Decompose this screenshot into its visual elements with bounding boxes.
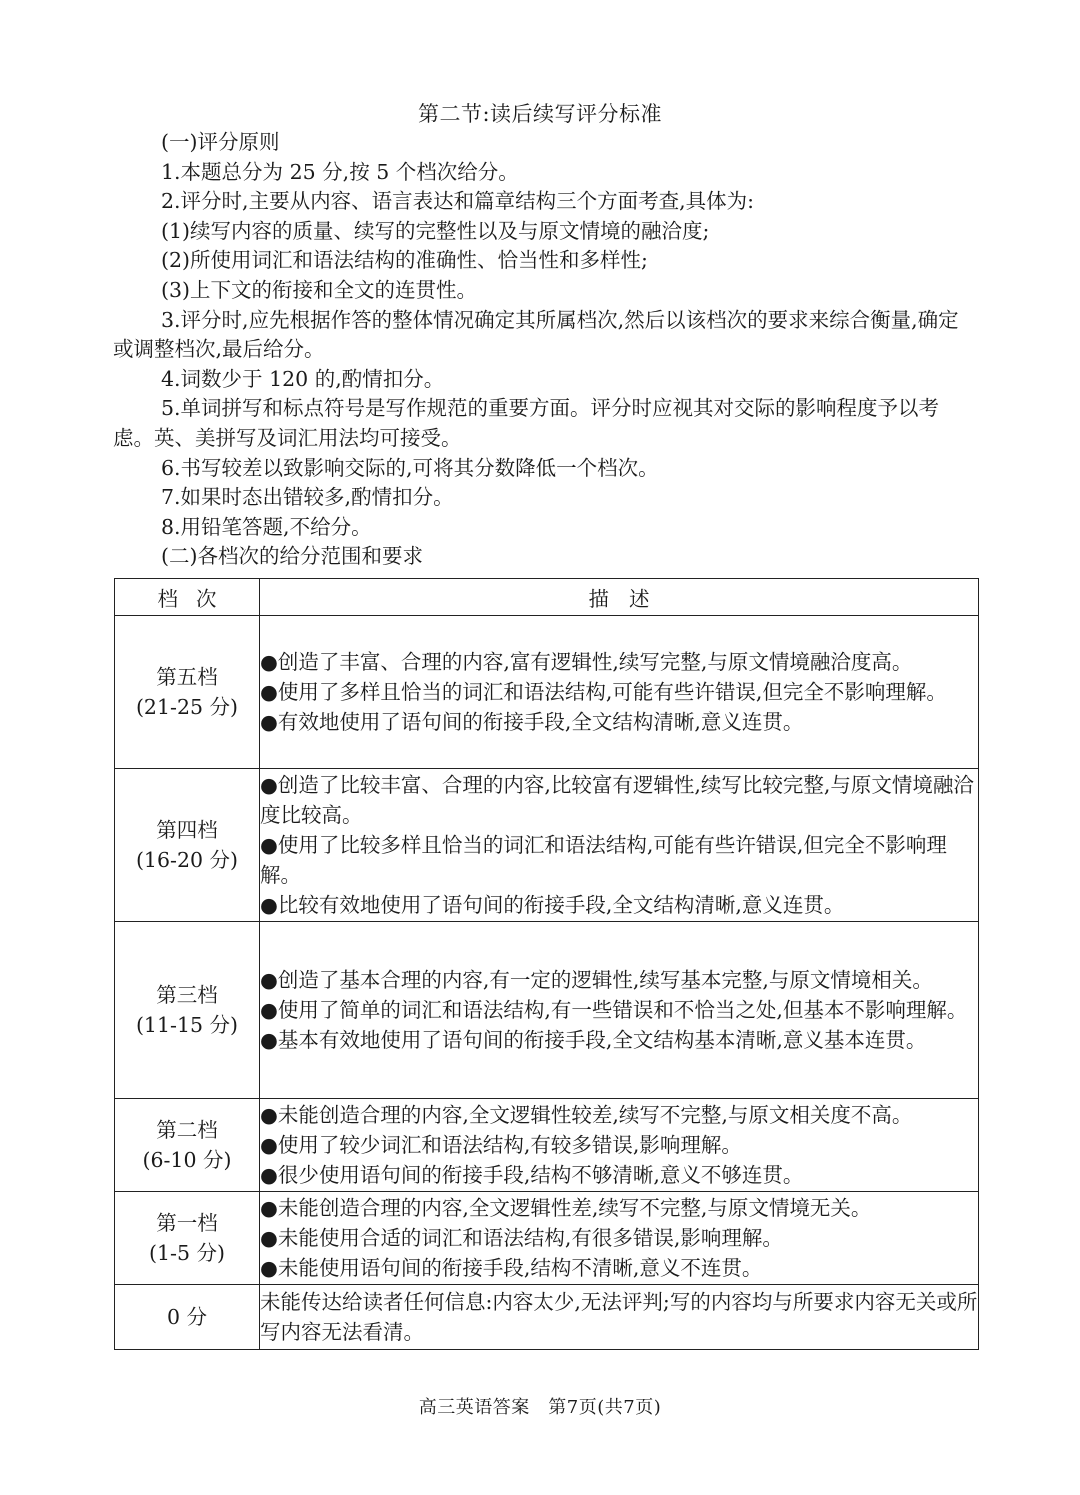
grade-name: 第四档 [156,818,218,842]
grade-cell [115,922,260,1099]
table-row [115,1192,979,1285]
table-row [115,1285,979,1350]
principle-item: 5.单词拼写和标点符号是写作规范的重要方面。评分时应视其对交际的影响程度予以考虑。英、美拼写及词汇用法均可接受。 [113,396,940,450]
table-row [115,769,979,922]
principle-item: 8.用铅笔答题,不给分。 [161,514,372,539]
grading-table [114,578,979,1350]
table-row [115,616,979,769]
description-cell [260,769,979,922]
description-line: ●基本有效地使用了语句间的衔接手段,全文结构基本清晰,意义基本连贯。 [260,1028,927,1052]
grade-cell [115,1099,260,1192]
description-line: ●未能创造合理的内容,全文逻辑性差,续写不完整,与原文情境无关。 [260,1196,872,1220]
page-footer: 高三英语答案 第7页(共7页) [418,1397,662,1418]
grade-cell [115,616,260,769]
grade-range: (6-10 分) [142,1148,232,1172]
table-row [115,1099,979,1192]
grade-name: 第一档 [156,1211,218,1235]
grade-range: (16-20 分) [135,848,239,872]
description-line: ●使用了简单的词汇和语法结构,有一些错误和不恰当之处,但基本不影响理解。 [260,998,968,1022]
principle-item: 1.本题总分为 25 分,按 5 个档次给分。 [161,159,519,184]
principle-item: 2.评分时,主要从内容、语言表达和篇章结构三个方面考查,具体为: [161,189,754,214]
table-row [115,922,979,1099]
description-line: ●创造了基本合理的内容,有一定的逻辑性,续写基本完整,与原文情境相关。 [260,968,933,992]
section-heading: (一)评分原则 [161,130,280,154]
description-line: ●有效地使用了语句间的衔接手段,全文结构清晰,意义连贯。 [260,710,804,734]
principle-item: 4.词数少于 120 的,酌情扣分。 [161,366,445,391]
description-cell [260,1099,979,1192]
description-line: ●使用了较少词汇和语法结构,有较多错误,影响理解。 [260,1133,742,1157]
grade-name: 第二档 [156,1118,218,1142]
description-line: ●比较有效地使用了语句间的衔接手段,全文结构清晰,意义连贯。 [260,893,845,917]
principle-item: 6.书写较差以致影响交际的,可将其分数降低一个档次。 [161,455,659,480]
grade-cell [115,1285,260,1350]
principle-item: 3.评分时,应先根据作答的整体情况确定其所属档次,然后以该档次的要求来综合衡量,确定或调整档次,最后给分。 [113,307,959,362]
grade-cell [115,1192,260,1285]
principle-item: 7.如果时态出错较多,酌情扣分。 [161,485,454,510]
description-line: 未能传达给读者任何信息:内容太少,无法评判;写的内容均与所要求内容无关或所写内容无法看清。 [260,1290,978,1344]
description-cell [260,1285,979,1350]
description-line: ●未能使用语句间的衔接手段,结构不清晰,意义不连贯。 [260,1256,763,1280]
description-cell [260,616,979,769]
description-line: ●使用了多样且恰当的词汇和语法结构,可能有些许错误,但完全不影响理解。 [260,680,947,704]
grade-name: 第三档 [156,983,218,1007]
description-cell [260,922,979,1099]
grade-range: (11-15 分) [135,1013,239,1037]
principle-subitem: (2)所使用词汇和语法结构的准确性、恰当性和多样性; [161,248,648,273]
description-cell [260,1192,979,1285]
grade-cell [115,769,260,922]
page-title: 第二节:读后续写评分标准 [417,102,663,126]
section-heading: (二)各档次的给分范围和要求 [161,544,423,569]
principle-subitem: (3)上下文的衔接和全文的连贯性。 [161,277,478,302]
grade-range: (21-25 分) [135,695,239,719]
description-line: ●创造了比较丰富、合理的内容,比较富有逻辑性,续写比较完整,与原文情境融洽度比较高。 [260,773,974,827]
grade-name: 第五档 [156,665,218,689]
scoring-principles [113,128,979,572]
column-header-grade: 档次 [115,579,260,616]
description-line: ●未能使用合适的词汇和语法结构,有很多错误,影响理解。 [260,1226,783,1250]
grade-range: (1-5 分) [148,1241,226,1265]
description-line: ●未能创造合理的内容,全文逻辑性较差,续写不完整,与原文相关度不高。 [260,1103,913,1127]
description-line: ●很少使用语句间的衔接手段,结构不够清晰,意义不够连贯。 [260,1163,804,1187]
description-line: ●创造了丰富、合理的内容,富有逻辑性,续写完整,与原文情境融洽度高。 [260,650,913,674]
description-line: ●使用了比较多样且恰当的词汇和语法结构,可能有些许错误,但完全不影响理解。 [260,833,947,887]
column-header-description: 描述 [260,579,979,616]
principle-subitem: (1)续写内容的质量、续写的完整性以及与原文情境的融洽度; [161,218,710,243]
table-header-row [115,579,979,616]
grade-name: 0 分 [166,1305,208,1329]
